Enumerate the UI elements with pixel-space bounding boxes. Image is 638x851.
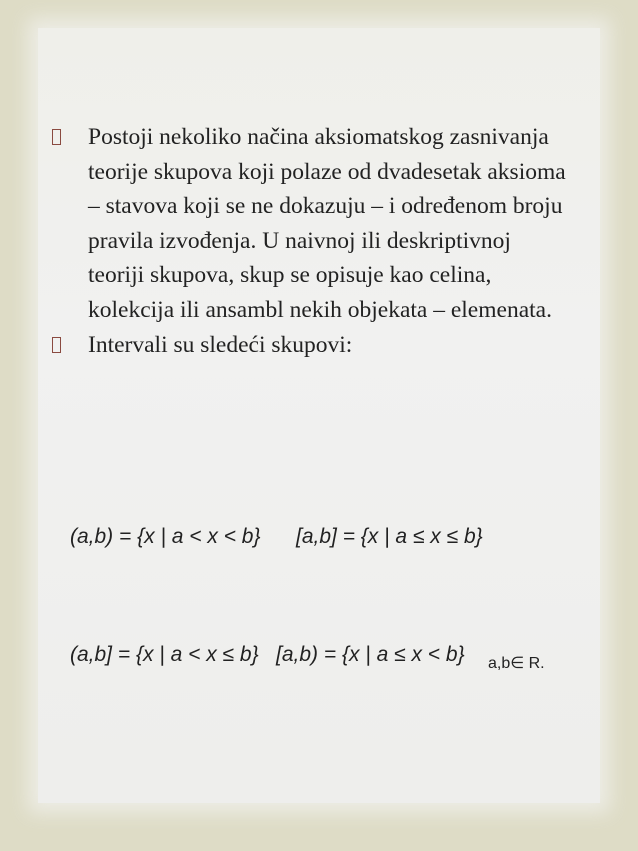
domain-note: a,b∈ R. <box>488 655 545 672</box>
bullet-icon <box>52 337 61 353</box>
formula-half-open-left: [a,b) = {x | a ≤ x < b} <box>276 643 465 666</box>
bullet-icon <box>52 129 61 145</box>
bullet-text: Postoji nekoliko načina aksiomatskog zasnivanja teorije skupova koji polaze od dvadesetak aksioma – stavova koji se ne dokazuju – i određenom broju pravila izvođenja. U naivnoj ili deskriptivnoj teoriji skupova, skup se opisuje kao celina, kolekcija ili ansambl nekih objekata – elemenata. <box>88 124 566 323</box>
formula-half-open-right: (a,b] = {x | a < x ≤ b} <box>70 643 259 666</box>
formula-open-interval: (a,b) = {x | a < x < b} <box>70 525 261 548</box>
formula-closed-interval: [a,b] = {x | a ≤ x ≤ b} <box>296 525 483 548</box>
bullet-item <box>52 328 572 363</box>
bullet-item <box>52 120 572 328</box>
bullet-text: Intervali su sledeći skupovi: <box>88 331 353 358</box>
bullet-list <box>52 120 572 362</box>
